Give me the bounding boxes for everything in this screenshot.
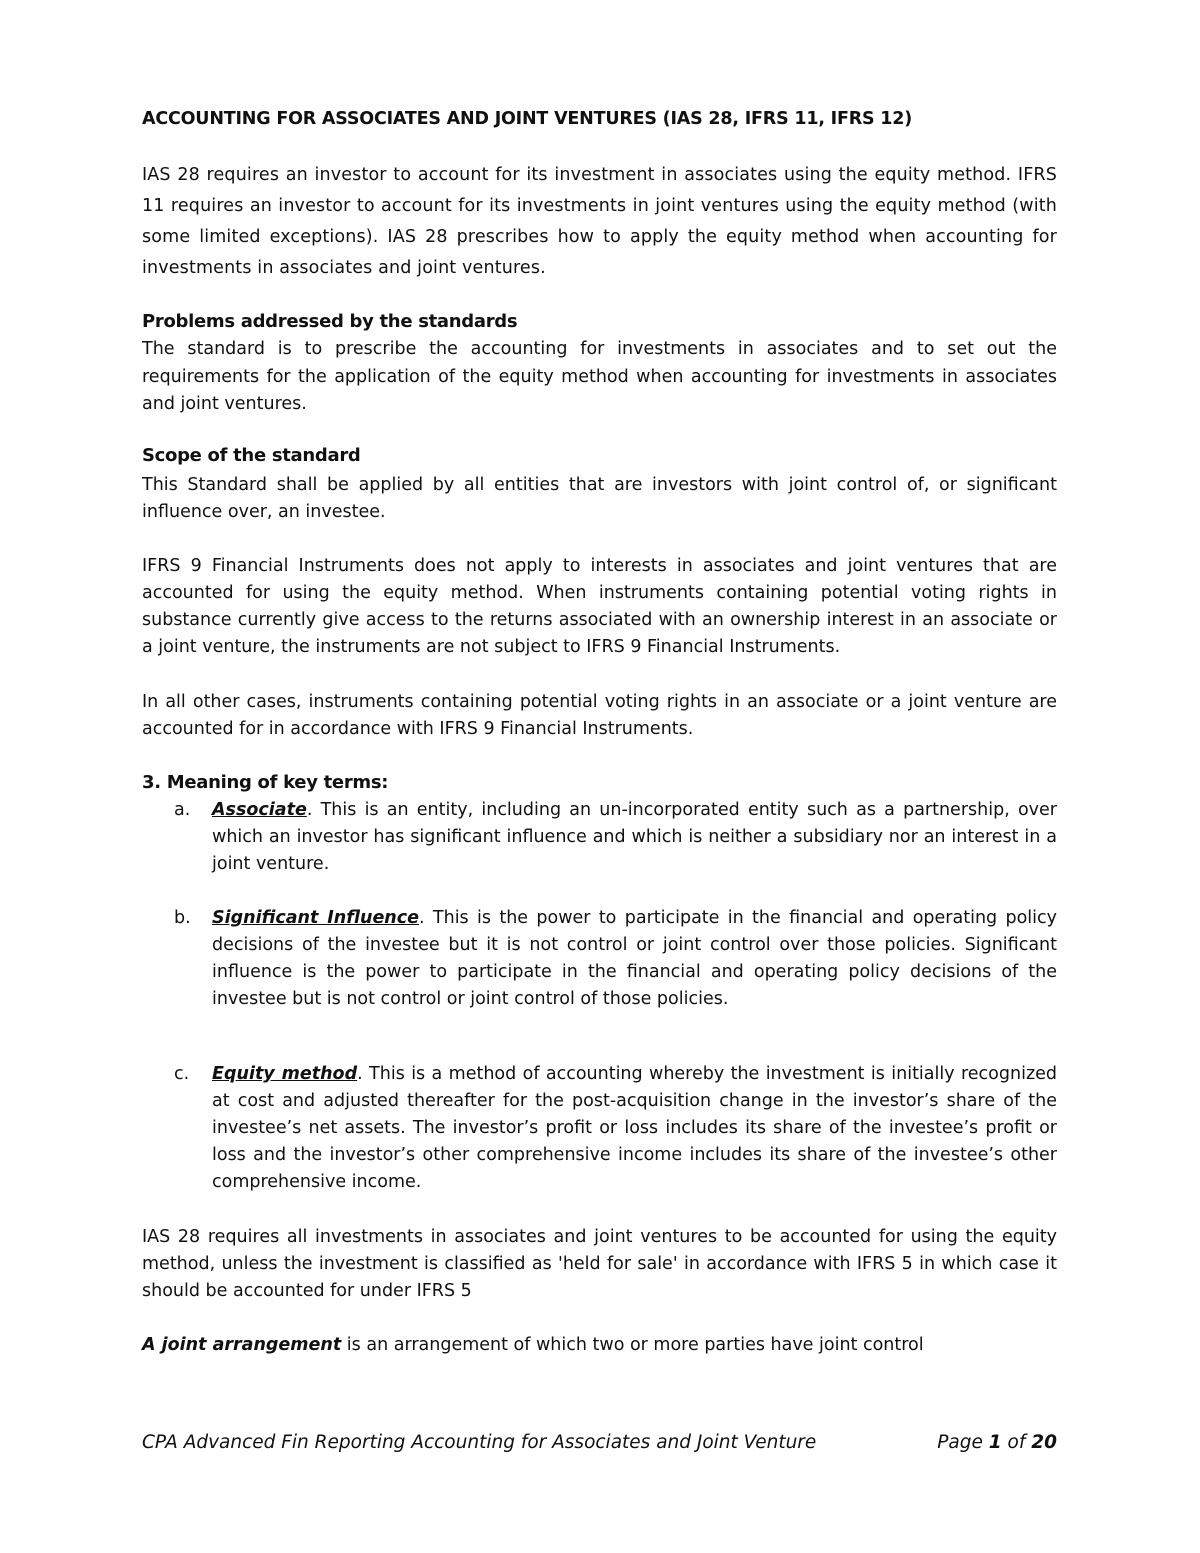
- joint-arrangement-term: A joint arrangement: [142, 1335, 342, 1355]
- key-terms-heading: 3. Meaning of key terms:: [142, 772, 389, 793]
- key-term-equity-method: [142, 1061, 1057, 1196]
- joint-arrangement-paragraph: [142, 1332, 1057, 1359]
- list-item: [142, 1061, 1057, 1196]
- term-definition: . This is the power to participate in the financial and operating policy decisions of the investee but it is not control or joint control over those policies. Significant influence is the power to participate in the financial and operating policy decisions of the investee but is not control or joint control of those policies.: [212, 908, 1057, 1009]
- key-term-associate: [142, 797, 1057, 878]
- problems-heading: Problems addressed by the standards: [142, 311, 518, 332]
- scope-paragraph: This Standard shall be applied by all entities that are investors with joint control of, or significant influence over, an investee.: [142, 475, 1057, 522]
- problems-paragraph: The standard is to prescribe the accounting for investments in associates and to set out the requirements for the application of the equity method when accounting for investments in associates and joint ventures.: [142, 339, 1057, 414]
- page-total: 20: [1031, 1432, 1057, 1453]
- page-label: Page: [937, 1432, 989, 1453]
- term-label: Associate: [212, 800, 307, 820]
- list-marker: b.: [174, 908, 191, 928]
- page-of-label: of: [1001, 1432, 1032, 1453]
- term-label: Equity method: [212, 1064, 358, 1084]
- list-item: [142, 797, 1057, 878]
- other-cases-paragraph: In all other cases, instruments containing potential voting rights in an associate or a joint venture are accounted for in accordance with IFRS 9 Financial Instruments.: [142, 692, 1057, 739]
- intro-paragraph: IAS 28 requires an investor to account for its investment in associates using the equity method. IFRS 11 requires an investor to account for its investments in joint ventures using the equity method (with some limited exceptions). IAS 28 prescribes how to apply the equity method when accounting for investments in associates and joint ventures.: [142, 165, 1057, 278]
- list-marker: c.: [174, 1064, 190, 1084]
- page-current: 1: [988, 1432, 1002, 1453]
- document-title: ACCOUNTING FOR ASSOCIATES AND JOINT VENTURES (IAS 28, IFRS 11, IFRS 12): [142, 109, 913, 129]
- page-number: [937, 1432, 1057, 1453]
- ifrs9-paragraph: IFRS 9 Financial Instruments does not apply to interests in associates and joint ventures that are accounted for using the equity method. When instruments containing potential voting rights in substance currently give access to the returns associated with an ownership interest in an associate or a joint venture, the instruments are not subject to IFRS 9 Financial Instruments.: [142, 556, 1057, 657]
- footer-title: CPA Advanced Fin Reporting Accounting for Associates and Joint Venture: [142, 1432, 817, 1453]
- term-label: Significant Influence: [212, 908, 420, 928]
- scope-heading: Scope of the standard: [142, 445, 361, 466]
- list-item: [142, 905, 1057, 1013]
- ias28-paragraph: IAS 28 requires all investments in associates and joint ventures to be accounted for using the equity method, unless the investment is classified as 'held for sale' in accordance with IFRS 5 in which case it should be accounted for under IFRS 5: [142, 1227, 1057, 1301]
- key-term-significant-influence: [142, 905, 1057, 1013]
- term-definition: . This is an entity, including an un-incorporated entity such as a partnership, over which an investor has significant influence and which is neither a subsidiary nor an interest in a joint venture.: [212, 800, 1057, 874]
- term-definition: . This is a method of accounting whereby the investment is initially recognized at cost and adjusted thereafter for the post-acquisition change in the investor’s share of the investee’s net assets. The investor’s profit or loss includes its share of the investee’s profit or loss and the investor’s other comprehensive income includes its share of the investee’s other comprehensive income.: [212, 1064, 1058, 1192]
- joint-arrangement-text: is an arrangement of which two or more parties have joint control: [341, 1335, 924, 1355]
- list-marker: a.: [174, 800, 191, 820]
